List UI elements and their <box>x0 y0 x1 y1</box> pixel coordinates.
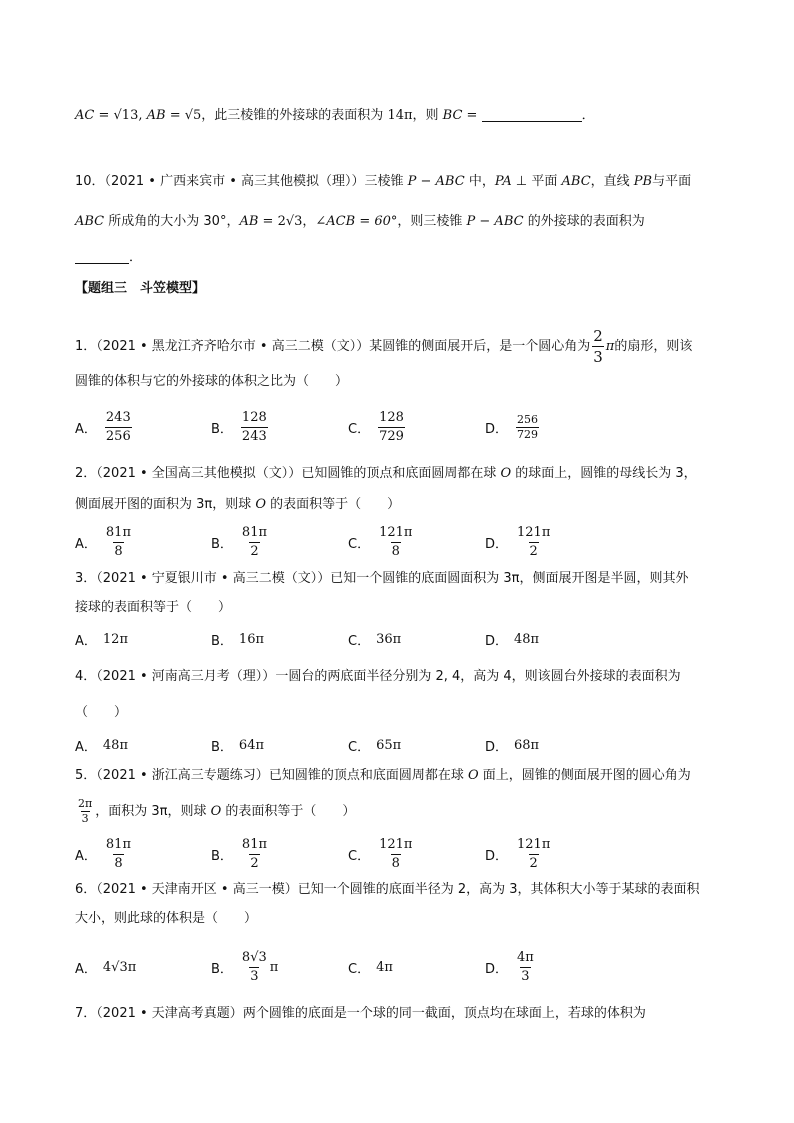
option-fraction <box>516 836 551 873</box>
option-d[interactable] <box>485 619 539 659</box>
option-d[interactable] <box>485 834 553 874</box>
fraction-2-3 <box>592 326 604 367</box>
option-c[interactable] <box>348 619 401 659</box>
option-label: D． <box>485 739 509 755</box>
option-label: C． <box>348 848 371 864</box>
numerator: 2 <box>593 327 603 345</box>
option-value: 68π <box>514 737 540 753</box>
option-fraction <box>241 836 268 873</box>
numerator: 81π <box>241 524 268 540</box>
option-a[interactable] <box>75 619 128 659</box>
option-label: B． <box>211 739 233 755</box>
text-segment: 的表面积等于（ ） <box>266 497 401 512</box>
math-pa: PA <box>494 174 512 189</box>
option-c[interactable] <box>348 407 407 447</box>
option-label: C． <box>348 739 371 755</box>
math-comma: , <box>138 108 147 123</box>
denominator: 243 <box>241 428 267 444</box>
text-segment: 三棱锥 <box>364 174 408 189</box>
question-4-line-1 <box>75 667 726 687</box>
option-value: 16π <box>238 631 265 647</box>
option-label: D． <box>485 421 509 437</box>
option-fraction <box>516 949 535 986</box>
math-pabc: P − ABC <box>407 174 465 189</box>
option-label: C． <box>348 961 371 977</box>
text-segment: 已知一个圆锥的底面半径为 2，高为 3，其体积大小等于某球的表面积 <box>297 882 700 897</box>
option-d[interactable] <box>485 725 539 765</box>
option-label: A． <box>75 739 97 755</box>
option-suffix: π <box>269 959 279 975</box>
option-c[interactable] <box>348 947 393 987</box>
question-2-line-1 <box>75 464 726 484</box>
numerator: 2π <box>78 797 93 810</box>
math-ab: AB <box>239 214 259 229</box>
text-segment: ， <box>302 214 316 229</box>
math-sqrt13 <box>114 108 139 123</box>
option-b[interactable] <box>211 619 264 659</box>
question-source: （2021 • 天津高考真题） <box>96 1006 243 1021</box>
numerator: 128 <box>379 409 404 425</box>
option-b[interactable] <box>211 834 270 874</box>
option-b[interactable] <box>211 725 264 765</box>
option-label: C． <box>348 421 371 437</box>
option-label: C． <box>348 536 371 552</box>
denominator: 8 <box>114 855 123 871</box>
option-fraction <box>241 949 268 986</box>
option-value: 4π <box>376 959 393 975</box>
section-heading: 【题组三 斗笠模型】 <box>75 281 206 296</box>
option-value: 65π <box>376 737 402 753</box>
question-5-line-1 <box>75 766 726 786</box>
question-3-line-1 <box>75 569 726 589</box>
text-segment: ，则 <box>412 108 443 123</box>
denominator: 8 <box>391 543 400 559</box>
question-1-line-2: 圆锥的体积与它的外接球的体积之比为（ ） <box>75 374 349 389</box>
option-fraction <box>241 524 268 561</box>
question-4-line-2: （ ） <box>75 705 128 720</box>
option-a[interactable] <box>75 725 128 765</box>
denominator: 2 <box>250 543 259 559</box>
text-segment: 已知一个圆锥的底面圆面积为 3π，侧面展开图是半圆，则其外 <box>330 571 689 586</box>
option-label: B． <box>211 848 233 864</box>
option-label: A． <box>75 421 97 437</box>
question-2-options <box>75 522 734 562</box>
question-number: 2． <box>75 466 97 481</box>
fraction-2pi-3 <box>77 797 93 826</box>
math-pi: π <box>605 339 615 354</box>
text-segment: 面上，圆锥的侧面展开图的圆心角为 <box>478 768 691 783</box>
math-bc: BC <box>442 108 463 123</box>
question-6-options <box>75 947 734 987</box>
option-b[interactable] <box>211 947 278 987</box>
period: ． <box>129 250 143 265</box>
text-segment: 中， <box>464 174 495 189</box>
question-5-line-2 <box>75 795 726 829</box>
denominator: 2 <box>529 855 538 871</box>
question-3-line-2: 接球的表面积等于（ ） <box>75 600 232 615</box>
question-source: （2021 • 广西来宾市 • 高三其他模拟（理）） <box>104 174 365 189</box>
math-o: O <box>255 497 267 512</box>
math-o: O <box>210 804 222 819</box>
question-source: （2021 • 全国高三其他模拟（文）） <box>96 466 302 481</box>
math-pb: PB <box>633 174 653 189</box>
option-label: A． <box>75 848 97 864</box>
option-label: B． <box>211 536 233 552</box>
numerator: 121π <box>517 524 551 540</box>
text-segment: 侧面展开图的面积为 3π，则球 <box>75 497 256 512</box>
math-14pi: 14π <box>387 108 413 123</box>
text-segment: ⊥ 平面 <box>511 174 562 189</box>
question-10-line-2 <box>75 212 726 232</box>
math-ac: AC <box>75 108 95 123</box>
option-label: D． <box>485 633 509 649</box>
option-label: A． <box>75 633 97 649</box>
option-a[interactable] <box>75 407 134 447</box>
option-fraction <box>516 413 539 442</box>
text-segment: ，此三棱锥的外接球的表面积为 <box>201 108 388 123</box>
option-label: B． <box>211 633 233 649</box>
option-b[interactable] <box>211 522 270 562</box>
question-number: 6． <box>75 882 97 897</box>
option-value: 12π <box>102 631 128 647</box>
answer-blank[interactable] <box>482 121 582 122</box>
text-segment: 一圆台的两底面半径分别为 2, 4，高为 4，则该圆台外接球的表面积为 <box>275 669 681 684</box>
option-c[interactable] <box>348 522 415 562</box>
question-3-options <box>75 619 734 659</box>
option-d[interactable] <box>485 522 553 562</box>
option-label: D． <box>485 961 509 977</box>
numerator: 81π <box>105 524 131 540</box>
numerator: 121π <box>379 836 413 852</box>
question-1-options <box>75 407 734 447</box>
option-b[interactable] <box>211 407 270 447</box>
option-value: 36π <box>376 631 402 647</box>
question-number: 10． <box>75 174 105 189</box>
text-segment: ，面积为 3π，则球 <box>95 804 211 819</box>
question-number: 7． <box>75 1006 97 1021</box>
option-value: 48π <box>514 631 540 647</box>
denominator: 256 <box>105 428 131 444</box>
question-5-options <box>75 834 734 874</box>
numerator: 128 <box>241 409 267 425</box>
option-fraction <box>378 409 405 446</box>
math-angle-acb: ∠ACB = 60° <box>315 214 398 229</box>
numerator: 243 <box>105 409 131 425</box>
math-eq: = <box>94 108 114 123</box>
math-abc: ABC <box>561 174 591 189</box>
denominator: 8 <box>391 855 400 871</box>
text-segment: ，则三棱锥 <box>397 214 467 229</box>
question-7-line-1 <box>75 1004 726 1024</box>
option-fraction <box>378 524 413 561</box>
question-2-line-2 <box>75 495 726 515</box>
option-a[interactable] <box>75 834 134 874</box>
option-fraction <box>241 409 268 446</box>
option-a[interactable] <box>75 947 136 987</box>
denominator: 3 <box>593 348 603 366</box>
question-10-line-1 <box>75 172 726 192</box>
option-fraction <box>516 524 551 561</box>
option-label: D． <box>485 536 509 552</box>
question-number: 3． <box>75 571 97 586</box>
text-segment: ，直线 <box>590 174 634 189</box>
question-1-line-1 <box>75 326 726 366</box>
denominator: 3 <box>81 812 89 825</box>
question-6-line-2: 大小，则此球的体积是（ ） <box>75 911 258 926</box>
text-segment: 两个圆锥的底面是一个球的同一截面，顶点均在球面上，若球的体积为 <box>242 1006 646 1021</box>
option-fraction <box>105 524 132 561</box>
question-source: （2021 • 天津南开区 • 高三一模） <box>96 882 298 897</box>
denominator: 3 <box>521 968 530 984</box>
option-label: C． <box>348 633 371 649</box>
denominator: 2 <box>529 543 538 559</box>
denominator: 729 <box>379 428 404 444</box>
question-source: （2021 • 黑龙江齐齐哈尔市 • 高三二模（文）） <box>96 339 370 354</box>
question-number: 5． <box>75 768 97 783</box>
option-label: B． <box>211 421 233 437</box>
option-c[interactable] <box>348 834 415 874</box>
math-ab: AB <box>146 108 166 123</box>
option-value: 64π <box>238 737 265 753</box>
option-label: D． <box>485 848 509 864</box>
option-fraction <box>105 836 132 873</box>
option-label: A． <box>75 961 97 977</box>
numerator: 81π <box>105 836 131 852</box>
math-eq3: = <box>462 108 482 123</box>
numerator: 121π <box>379 524 413 540</box>
question-4-options <box>75 725 734 765</box>
math-sqrt5: √5 <box>184 108 202 123</box>
numerator: 81π <box>241 836 268 852</box>
question-source: （2021 • 河南高三月考（理）） <box>96 669 276 684</box>
text-segment: 的球面上，圆锥的母线长为 3， <box>511 466 697 481</box>
option-label: B． <box>211 961 233 977</box>
denominator: 3 <box>250 968 259 984</box>
text-segment: 的外接球的表面积为 <box>523 214 645 229</box>
option-fraction <box>378 836 413 873</box>
question-number: 4． <box>75 669 97 684</box>
text-segment: 的扇形，则该 <box>614 339 693 354</box>
text-segment: 所成角的大小为 30°， <box>104 214 240 229</box>
option-label: A． <box>75 536 97 552</box>
period: ． <box>581 108 595 123</box>
text-segment: 已知圆锥的顶点和底面圆周都在球 <box>301 466 501 481</box>
option-d[interactable] <box>485 407 541 447</box>
math-2sqrt3: = 2√3 <box>258 214 303 229</box>
numerator: 256 <box>517 412 539 426</box>
answer-blank[interactable] <box>75 263 129 264</box>
question-6-line-1 <box>75 880 726 900</box>
math-abc: ABC <box>75 214 105 229</box>
numerator: 8√3 <box>241 949 267 965</box>
math-eq2: = <box>165 108 185 123</box>
denominator: 2 <box>250 855 259 871</box>
math-o: O <box>467 768 479 783</box>
question-number: 1． <box>75 339 97 354</box>
question-9-continuation <box>75 106 726 126</box>
math-o: O <box>500 466 512 481</box>
question-10-line-3 <box>75 248 726 268</box>
question-source: （2021 • 浙江高三专题练习） <box>96 768 269 783</box>
option-a[interactable] <box>75 522 134 562</box>
text-segment: 某圆锥的侧面展开后，是一个圆心角为 <box>369 339 591 354</box>
math-pabc: P − ABC <box>466 214 524 229</box>
denominator: 8 <box>114 543 123 559</box>
option-value: 48π <box>102 737 128 753</box>
numerator: 4π <box>517 949 534 965</box>
option-d[interactable] <box>485 947 537 987</box>
sqrt13-value: √13 <box>113 108 139 123</box>
text-segment: 的表面积等于（ ） <box>221 804 356 819</box>
option-c[interactable] <box>348 725 401 765</box>
text-segment: 已知圆锥的顶点和底面圆周都在球 <box>268 768 468 783</box>
option-fraction <box>105 409 132 446</box>
question-source: （2021 • 宁夏银川市 • 高三二模（文）） <box>96 571 331 586</box>
option-value: 4√3π <box>102 959 137 975</box>
numerator: 121π <box>517 836 551 852</box>
denominator: 729 <box>517 427 539 441</box>
text-segment: 与平面 <box>652 174 692 189</box>
